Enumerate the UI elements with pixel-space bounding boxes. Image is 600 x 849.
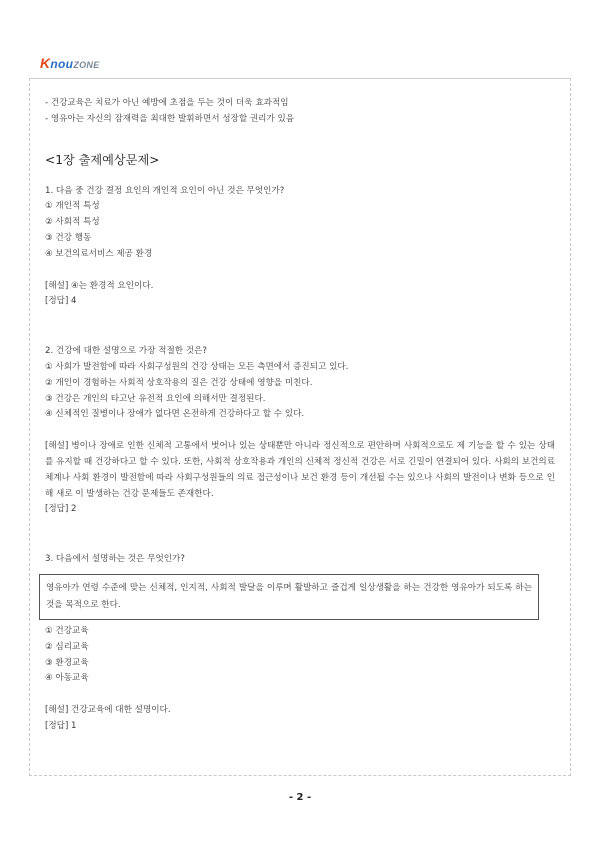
q2-option-4: ④ 신체적인 질병이나 장애가 없다면 온전하게 건강하다고 할 수 있다. — [45, 409, 305, 420]
q2-question: 2. 건강에 대한 설명으로 가장 적절한 것은? — [45, 346, 207, 357]
q1-question: 1. 다음 중 건강 결정 요인의 개인적 요인이 아닌 것은 무엇인가? — [45, 185, 285, 196]
q3-option-2: ② 심리교육 — [45, 641, 89, 652]
q1-option-3: ③ 건강 행동 — [45, 232, 92, 243]
q1-option-2: ② 사회적 특성 — [45, 217, 100, 228]
q3-option-4: ④ 아동교육 — [45, 673, 89, 684]
logo-nou: nou — [50, 57, 74, 71]
q3-explanation: [해설] 건강교육에 대한 설명이다. — [45, 705, 171, 716]
q3-answer: [정답] 1 — [45, 720, 77, 731]
knouzone-logo — [40, 55, 100, 71]
intro-line-2: - 영유아는 자신의 잠재력을 최대한 발휘하면서 성장할 권리가 있음 — [45, 113, 295, 124]
q1-option-1: ① 개인적 특성 — [45, 201, 100, 212]
q2-explanation: [해설] 병이나 장애로 인한 신체적 고통에서 벗어나 있는 상태뿐만 아니라 정신적으로 편안하며 사회적으로도 제 기능을 할 수 있는 상태를 유지할 때 건강하다고 할 수 있다. 또한, 사회적 상호작용과 개인의 신체적 정신적 건강은 서로 긴밀이 연결되어 있다. 사회의 보건의료체계나 사회 환경이 발전함에 따라 사회구성원들의 의료 접근성이나 보건 환경 등이 개선될 수는 있으나 사회의 발전이나 변화 등으로 인해 새로 이 발생하는 건강 문제들도 존재한다. — [45, 441, 555, 499]
q3-option-3: ③ 환경교육 — [45, 657, 89, 668]
logo-k: K — [40, 55, 51, 71]
q1-option-4: ④ 보건의료서비스 제공 환경 — [45, 248, 153, 259]
q2-option-2: ② 개인이 경험하는 사회적 상호작용의 질은 건강 상태에 영향을 미친다. — [45, 377, 313, 388]
page-content — [45, 96, 555, 735]
q2-option-3: ③ 건강은 개인의 타고난 유전적 요인에 의해서만 결정된다. — [45, 393, 266, 404]
logo-zone: ZONE — [73, 60, 100, 70]
q3-description-box: 영유아가 연령 수준에 맞는 신체적, 인지적, 사회적 발달을 이루며 활발하고 즐겁게 일상생활을 하는 건강한 영유아가 되도록 하는 것을 목적으로 한다. — [39, 574, 539, 620]
q1-answer: [정답] 4 — [45, 296, 77, 307]
q1-explanation: [해설] ④는 환경적 요인이다. — [45, 280, 154, 291]
section-title: <1장 출제예상문제> — [45, 152, 160, 167]
intro-line-1: - 건강교육은 치료가 아닌 예방에 초점을 두는 것이 더욱 효과적임 — [45, 98, 289, 108]
q3-option-1: ① 건강교육 — [45, 625, 89, 636]
q2-answer: [정답] 2 — [45, 504, 77, 515]
q3-question: 3. 다음에서 설명하는 것은 무엇인가? — [45, 554, 185, 565]
page-number: - 2 - — [288, 792, 312, 803]
q2-option-1: ① 사회가 발전함에 따라 사회구성원의 건강 상태는 모든 측면에서 증진되고 있다. — [45, 361, 349, 372]
